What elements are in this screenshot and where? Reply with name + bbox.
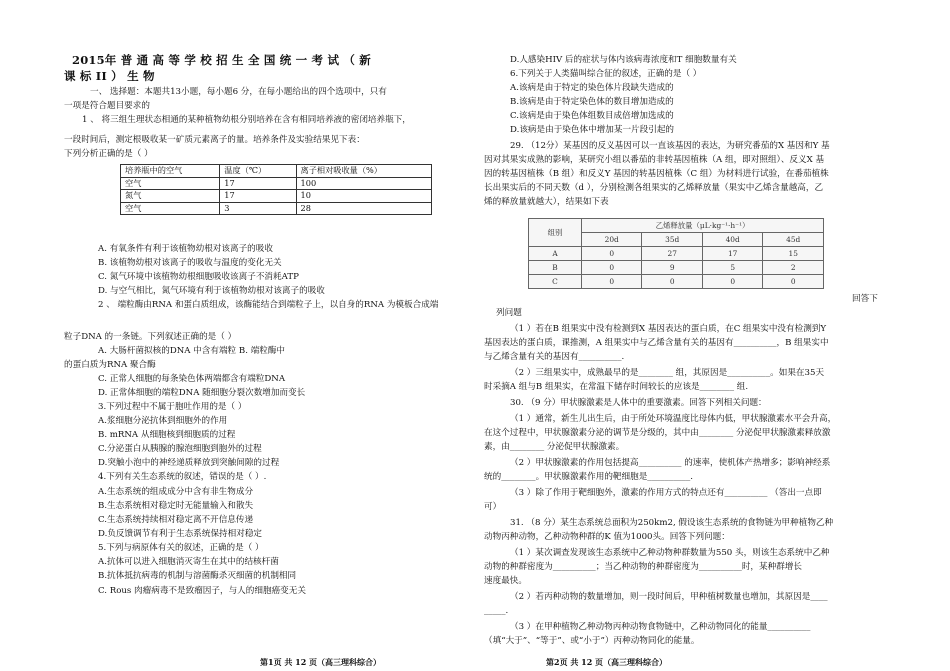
table-row [529,261,824,275]
table-header-cell: 离子相对吸收量（%） [296,165,431,178]
option-line: A. 大肠杆菌拟核的DNA 中含有端粒 B. 端粒酶中 [98,346,286,356]
table-row [529,275,824,289]
option-line: D.人感染HIV 后的症状与体内该病毒浓度和T 细胞数量有关 [510,55,737,65]
option-line: B.抗体抵抗病毒的机制与溶菌酶杀灭细菌的机制相同 [98,571,297,581]
table-cell: 17 [220,177,296,190]
text-line: 下列分析正确的是（ ） [64,149,153,159]
table-row [529,247,824,261]
question-line: 30. （9 分）甲状腺激素是人体中的重要激素。回答下列相关问题： [510,398,767,408]
option-line: A.生态系统的组成成分中含有非生物成分 [98,487,254,497]
text-line: 一、 选择题：本题共13小题，每小题6 分，在每小题给出的四个选项中，只有 [90,87,387,97]
text-line: 时采摘A 组与B 组果实，在常温下储存时间较长的应该是________ 组. [484,382,749,392]
text-line: （1 ）通常，新生儿出生后，由于所处环境温度比母体内低，甲状腺激素水平会升高， [510,414,837,424]
table-cell: 100 [296,177,431,190]
option-line: D.负反馈调节有利于生态系统保持相对稳定 [98,529,263,539]
table-header-cell: 组别 [529,219,582,247]
text-line: （1 ）若在B 组果实中没有检测到X 基因表达的蛋白质，在C 组果实中没有检测到Y [510,324,827,334]
table-cell: 0 [642,275,702,289]
question-line: 3.下列过程中不属于胞吐作用的是（ ） [98,402,247,412]
question-line: 4.下列有关生态系统的叙述，错误的是（ ）. [98,472,267,482]
text-line: 一段时间后，测定根吸收某一矿质元素离子的量。培养条件及实验结果见下表： [64,135,365,145]
option-line: B. mRNA 从细胞核到细胞质的过程 [98,430,236,440]
text-line: 烯的释放量就越大），结果如下表 [484,197,609,207]
option-line: C.该病是由于染色体组数目成倍增加选成的 [510,111,674,121]
table-cell: 3 [220,202,296,215]
table-header-cell: 20d [582,233,642,247]
table-cell: 0 [763,275,824,289]
table-cell: 5 [702,261,762,275]
question-line: 6.下列关于人类猫叫综合征的叙述，正确的是（ ） [510,69,702,79]
option-line: A.浆细胞分泌抗体到细胞外的作用 [98,416,228,426]
text-line: （填“大于”、“等于”、或“小于”）丙种动物同化的能量。 [484,636,700,646]
text-line: 29. （12分）某基因的反义基因可以一直该基因的表达，为研究番茄的X 基因和Y 基 [510,141,830,151]
table-cell: 15 [763,247,824,261]
table-cell: 空气 [121,177,220,190]
text-line: 速度最快。 [484,576,527,586]
table-cell: A [529,247,582,261]
text-line: （3 ）在甲种植物乙种动物丙种动物食物链中，乙种动物同化的能量__________ [510,622,811,632]
text-line: _____. [484,606,509,616]
table-cell: 0 [702,275,762,289]
table-cell: 空气 [121,202,220,215]
text-line: 一项是符合题目要求的 [64,101,150,111]
exam-title-line1: 2015年 普 通 高 等 学 校 招 生 全 国 统 一 考 试 （ 新 [72,53,371,67]
table-cell: 0 [582,247,642,261]
question-line: 5.下列与病原体有关的叙述，正确的是（ ） [98,543,264,553]
question-line: 31. （8 分）某生态系统总面积为250km2, 假设该生态系统的食物链为甲种植物乙种 [510,518,834,528]
text-line: 因对其果实成熟的影响，某研究小组以番茄的非转基因植株（A 组，即对照组）、反义X 基 [484,155,825,165]
ethylene-table [528,218,824,289]
table-cell: 17 [220,190,296,203]
text-line: 长出果实后的不同天数（d ），分别检测各组果实的乙烯释放量（果实中乙烯含量越高，乙 [484,183,824,193]
text-line: 粒子DNA 的一条链。下列叙述正确的是（ ） [64,332,237,342]
option-line: C.生态系统持续相对稳定离不开信息传递 [98,515,254,525]
option-line: D. 与空气相比，氮气环境有利于该植物幼根对该离子的吸收 [98,286,325,296]
table-header-cell: 乙烯释放量（μL·kg⁻¹·h⁻¹） [582,219,824,233]
text-line: 2 、 端粒酶由RNA 和蛋白质组成，该酶能结合到端粒子上，以自身的RNA 为模板合成端 [98,300,439,310]
table-cell: 2 [763,261,824,275]
option-line: C. Rous 肉瘤病毒不是致瘤因子，与人的细胞癌变无关 [98,586,306,596]
text-line: 动物丙种动物，乙种动物种群的K 值为1000头。回答下列问题： [484,532,730,542]
option-line: C. 正常人细胞的每条染色体两端都含有端粒DNA [98,374,286,384]
table-header-cell: 40d [702,233,762,247]
table-row [121,177,432,190]
text-line: 1 、 将三组生理状态相通的某种植物幼根分别培养在含有相同培养液的密闭培养瓶下， [82,115,411,125]
option-line: C.分泌蛋白从胰腺的腺泡细胞到胞外的过程 [98,444,262,454]
culture-results-table [120,164,432,215]
table-cell: B [529,261,582,275]
table-cell: 28 [296,202,431,215]
table-header-cell: 35d [642,233,702,247]
option-line: D.突触小泡中的神经递质释放到突触间隙的过程 [98,458,280,468]
option-line: A.该病是由于特定的染色体片段缺失造成的 [510,83,674,93]
table-header-row [529,219,824,233]
text-line: （2 ）三组果实中，成熟最早的是________ 组，其原因是__________。如果在35天 [510,368,825,378]
text-line: 在这个过程中，甲状腺激素分泌的调节是分级的，其中由________ 分泌促甲状腺激素释放激 [484,428,831,438]
option-line: C. 氮气环境中该植物幼根细胞吸收该离子不消耗ATP [98,272,299,282]
table-cell: 9 [642,261,702,275]
table-cell: C [529,275,582,289]
table-header-row [121,165,432,178]
text-line: 素，由________ 分泌促甲状腺激素。 [484,442,625,452]
text-line: 列问题 [496,308,522,318]
text-line: （2 ）甲状腺激素的作用包括提高__________ 的速率，使机体产热增多；影响神经系 [510,458,831,468]
text-line: 动物的种群密度为__________；当乙种动物的种群密度为__________时，某种群增长 [484,562,802,572]
page-footer-right: 第2页 共 12 页（高三理科综合） [546,657,668,667]
text-line: （1 ）某次调查发现该生态系统中乙种动物种群数量为550 头，则该生态系统中乙种 [510,548,830,558]
text-line: 统的________。甲状腺激素作用的靶细胞是__________. [484,472,693,482]
option-line: B.该病是由于特定染色体的数目增加造成的 [510,97,674,107]
text-line: 可） [484,502,502,512]
table-row [121,202,432,215]
option-line: A. 有氧条件有利于该植物幼根对该离子的吸收 [98,244,273,254]
table-cell: 17 [702,247,762,261]
table-header-cell: 45d [763,233,824,247]
table-cell: 0 [582,261,642,275]
table-header-cell: 温度（℃） [220,165,296,178]
option-line: 的蛋白质为RNA 聚合酶 [64,360,156,370]
option-line: D.该病是由于染色体中增加某一片段引起的 [510,125,675,135]
option-line: B.生态系统相对稳定时无能量输入和散失 [98,501,254,511]
page-footer-left: 第1页 共 12 页（高三理科综合） [260,657,382,667]
text-line: 因的转基因植株（B 组）和反义Y 基因的转基因植株（C 组）为材料进行试验，在番茄植株 [484,169,829,179]
option-line: B. 该植物幼根对该离子的吸收与温度的变化无关 [98,258,282,268]
exam-title-line2: 课 标 II ） 生 物 [64,69,155,83]
text-line: 基因表达的蛋白质，课推测，A 组果实中与乙烯含量有关的基因有__________，B 组果实中 [484,338,829,348]
option-line: D. 正常体细胞的端粒DNA 随细胞分裂次数增加而变长 [98,388,306,398]
text-line: 回答下 [852,294,878,304]
table-header-cell: 培养瓶中的空气 [121,165,220,178]
option-line: A.抗体可以进入细胞消灭寄生在其中的结核杆菌 [98,557,279,567]
table-row [121,190,432,203]
table-cell: 0 [582,275,642,289]
table-cell: 10 [296,190,431,203]
text-line: 与乙烯含量有关的基因有__________. [484,352,625,362]
table-cell: 氮气 [121,190,220,203]
text-line: （3 ）除了作用于靶细胞外，激素的作用方式的特点还有__________ （答出一点即 [510,488,822,498]
text-line: （2 ）若丙种动物的数量增加，则一段时间后，甲种植树数量也增加，其原因是____ [510,592,828,602]
table-cell: 27 [642,247,702,261]
